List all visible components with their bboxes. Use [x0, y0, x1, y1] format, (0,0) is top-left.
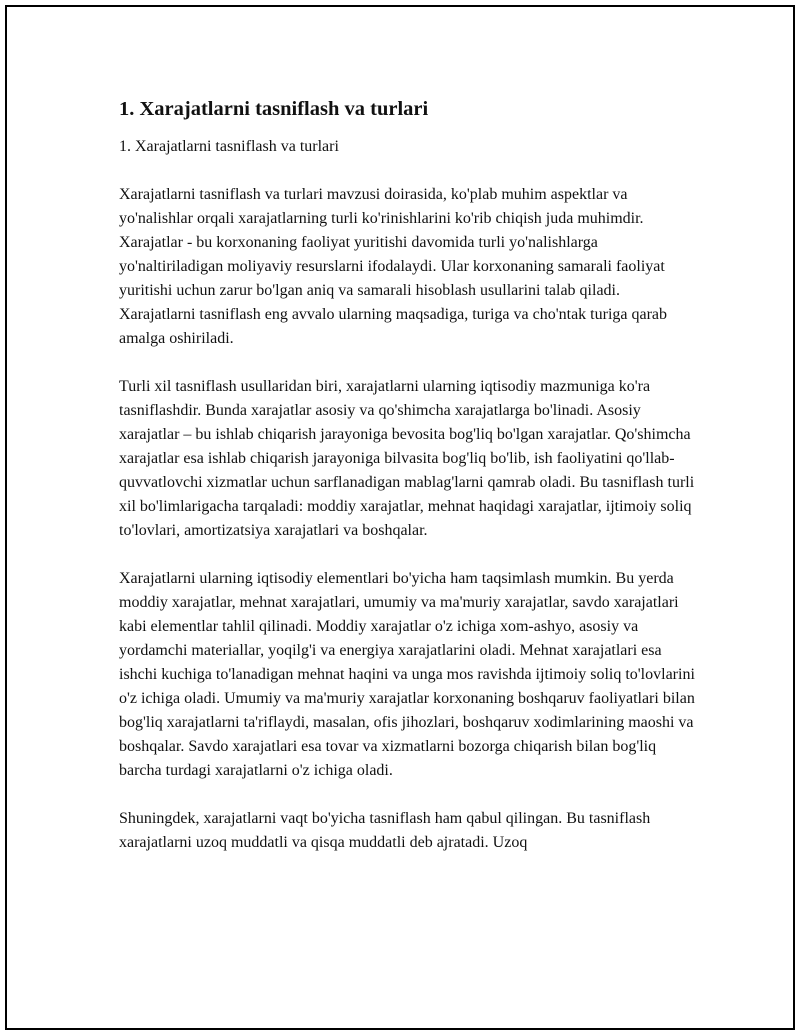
paragraph-3: Xarajatlarni ularning iqtisodiy elementlari bo'yicha ham taqsimlash mumkin. Bu yerda moddiy xarajatlar, mehnat xarajatlari, umumiy va ma'muriy xarajatlar, savdo xarajatlari kabi elementlar tahlil qilinadi. Moddiy xarajatlar o'z ichiga xom-ashyo, asosiy va yordamchi materiallar, yoqilg'i va energiya xarajatlarini oladi. Mehnat xarajatlari esa ishchi kuchiga to'lanadigan mehnat haqini va unga mos ravishda ijtimoiy soliq to'lovlarini o'z ichiga oladi. Umumiy va ma'muriy xarajatlar korxonaning boshqaruv faoliyatlari bilan bog'liq xarajatlarni ta'riflaydi, masalan, ofis jihozlari, boshqaruv xodimlarining maoshi va boshqalar. Savdo xarajatlari esa tovar va xizmatlarni bozorga chiqarish bilan bog'liq barcha turdagi xarajatlarni o'z ichiga oladi.: [119, 570, 695, 779]
paragraph-4: Shuningdek, xarajatlarni vaqt bo'yicha tasniflash ham qabul qilingan. Bu tasniflash xarajatlarni uzoq muddatli va qisqa muddatli deb ajratadi. Uzoq: [119, 810, 651, 851]
page-frame: [5, 5, 795, 1030]
document-title: 1. Xarajatlarni tasniflash va turlari: [119, 98, 429, 120]
paragraph-2: Turli xil tasniflash usullaridan biri, xarajatlarni ularning iqtisodiy mazmuniga ko'ra tasniflashdir. Bunda xarajatlar asosiy va qo'shimcha xarajatlarga bo'linadi. Asosiy xarajatlar – bu ishlab chiqarish jarayoniga bevosita bog'liq bo'lgan xarajatlar. Qo'shimcha xarajatlar esa ishlab chiqarish jarayoniga bilvasita bog'liq bo'lib, ish faoliyatini qo'llab-quvvatlovchi xizmatlar uchun sarflanadigan mablag'larni qamrab oladi. Bu tasniflash turli xil bo'limlarigacha tarqaladi: moddiy xarajatlar, mehnat haqidagi xarajatlar, ijtimoiy soliq to'lovlari, amortizatsiya xarajatlari va boshqalar.: [119, 378, 695, 539]
paragraph-1: Xarajatlarni tasniflash va turlari mavzusi doirasida, ko'plab muhim aspektlar va yo'nalishlar orqali xarajatlarning turli ko'rinishlarini ko'rib chiqish juda muhimdir. Xarajatlar - bu korxonaning faoliyat yuritishi davomida turli yo'nalishlarga yo'naltiriladigan moliyaviy resurslarni ifodalaydi. Ular korxonaning samarali faoliyat yuritishi uchun zarur bo'lgan aniq va samarali hisoblash usullarini talab qiladi. Xarajatlarni tasniflash eng avvalo ularning maqsadiga, turiga va cho'ntak turiga qarab amalga oshiriladi.: [119, 186, 668, 347]
document-subtitle: 1. Xarajatlarni tasniflash va turlari: [119, 138, 339, 155]
document-body: [119, 97, 699, 879]
